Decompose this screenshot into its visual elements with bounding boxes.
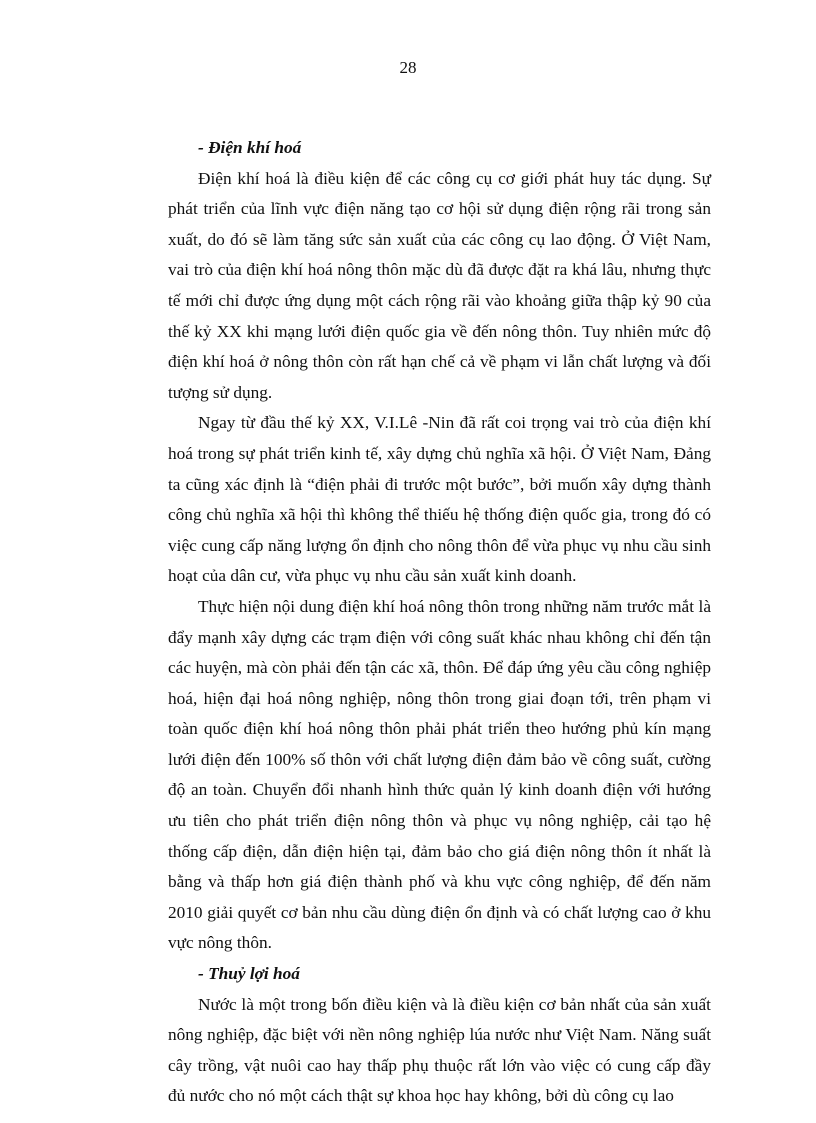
paragraph: Nước là một trong bốn điều kiện và là điều kiện cơ bản nhất của sản xuất nông nghiệp, đặc biệt với nền nông nghiệp lúa nước như Việt Nam. Năng suất cây trồng, vật nuôi cao hay thấp phụ thuộc rất lớn vào việc có cung cấp đầy đủ nước cho nó một cách thật sự khoa học hay không, bởi dù công cụ lao: [168, 994, 711, 1106]
paragraph: Thực hiện nội dung điện khí hoá nông thôn trong những năm trước mắt là đẩy mạnh xây dựng các trạm điện với công suất khác nhau không chỉ đến tận các huyện, mà còn phải đến tận các xã, thôn. Để đáp ứng yêu cầu công nghiệp hoá, hiện đại hoá nông nghiệp, nông thôn trong giai đoạn tới, trên phạm vi toàn quốc điện khí hoá nông thôn phải phát triển theo hướng phủ kín mạng lưới điện đến 100% số thôn với chất lượng điện đảm bảo về công suất, cường độ an toàn. Chuyển đổi nhanh hình thức quản lý kinh doanh điện với hướng ưu tiên cho phát triển điện nông thôn và phục vụ nông nghiệp, cải tạo hệ thống cấp điện, dẫn điện hiện tại, đảm bảo cho giá điện nông thôn ít nhất là bằng và thấp hơn giá điện thành phố và khu vực công nghiệp, để đến năm 2010 giải quyết cơ bản nhu cầu dùng điện ổn định và có chất lượng cao ở khu vực nông thôn.: [168, 596, 711, 953]
paragraph: Ngay từ đầu thế kỷ XX, V.I.Lê -Nin đã rất coi trọng vai trò của điện khí hoá trong sự phát triển kinh tế, xây dựng chủ nghĩa xã hội. Ở Việt Nam, Đảng ta cũng xác định là “điện phải đi trước một bước”, bởi muốn xây dựng thành công chủ nghĩa xã hội thì không thể thiếu hệ thống điện quốc gia, trong đó có việc cung cấp năng lượng ổn định cho nông thôn để vừa phục vụ nhu cầu sinh hoạt của dân cư, vừa phục vụ nhu cầu sản xuất kinh doanh.: [168, 413, 711, 586]
paragraph: Điện khí hoá là điều kiện để các công cụ cơ giới phát huy tác dụng. Sự phát triển của lĩnh vực điện năng tạo cơ hội sử dụng điện rộng rãi trong sản xuất, do đó sẽ làm tăng sức sản xuất của các công cụ lao động. Ở Việt Nam, vai trò của điện khí hoá nông thôn mặc dù đã được đặt ra khá lâu, nhưng thực tế mới chỉ được ứng dụng một cách rộng rãi vào khoảng giữa thập kỷ 90 của thế kỷ XX khi mạng lưới điện quốc gia về đến nông thôn. Tuy nhiên mức độ điện khí hoá ở nông thôn còn rất hạn chế cả về phạm vi lẫn chất lượng và đối tượng sử dụng.: [168, 168, 711, 402]
section-heading-electrification: - Điện khí hoá: [198, 138, 302, 157]
page-content: [168, 133, 711, 1112]
page-number: 28: [399, 58, 417, 77]
section-heading-irrigation: - Thuỷ lợi hoá: [198, 964, 300, 984]
